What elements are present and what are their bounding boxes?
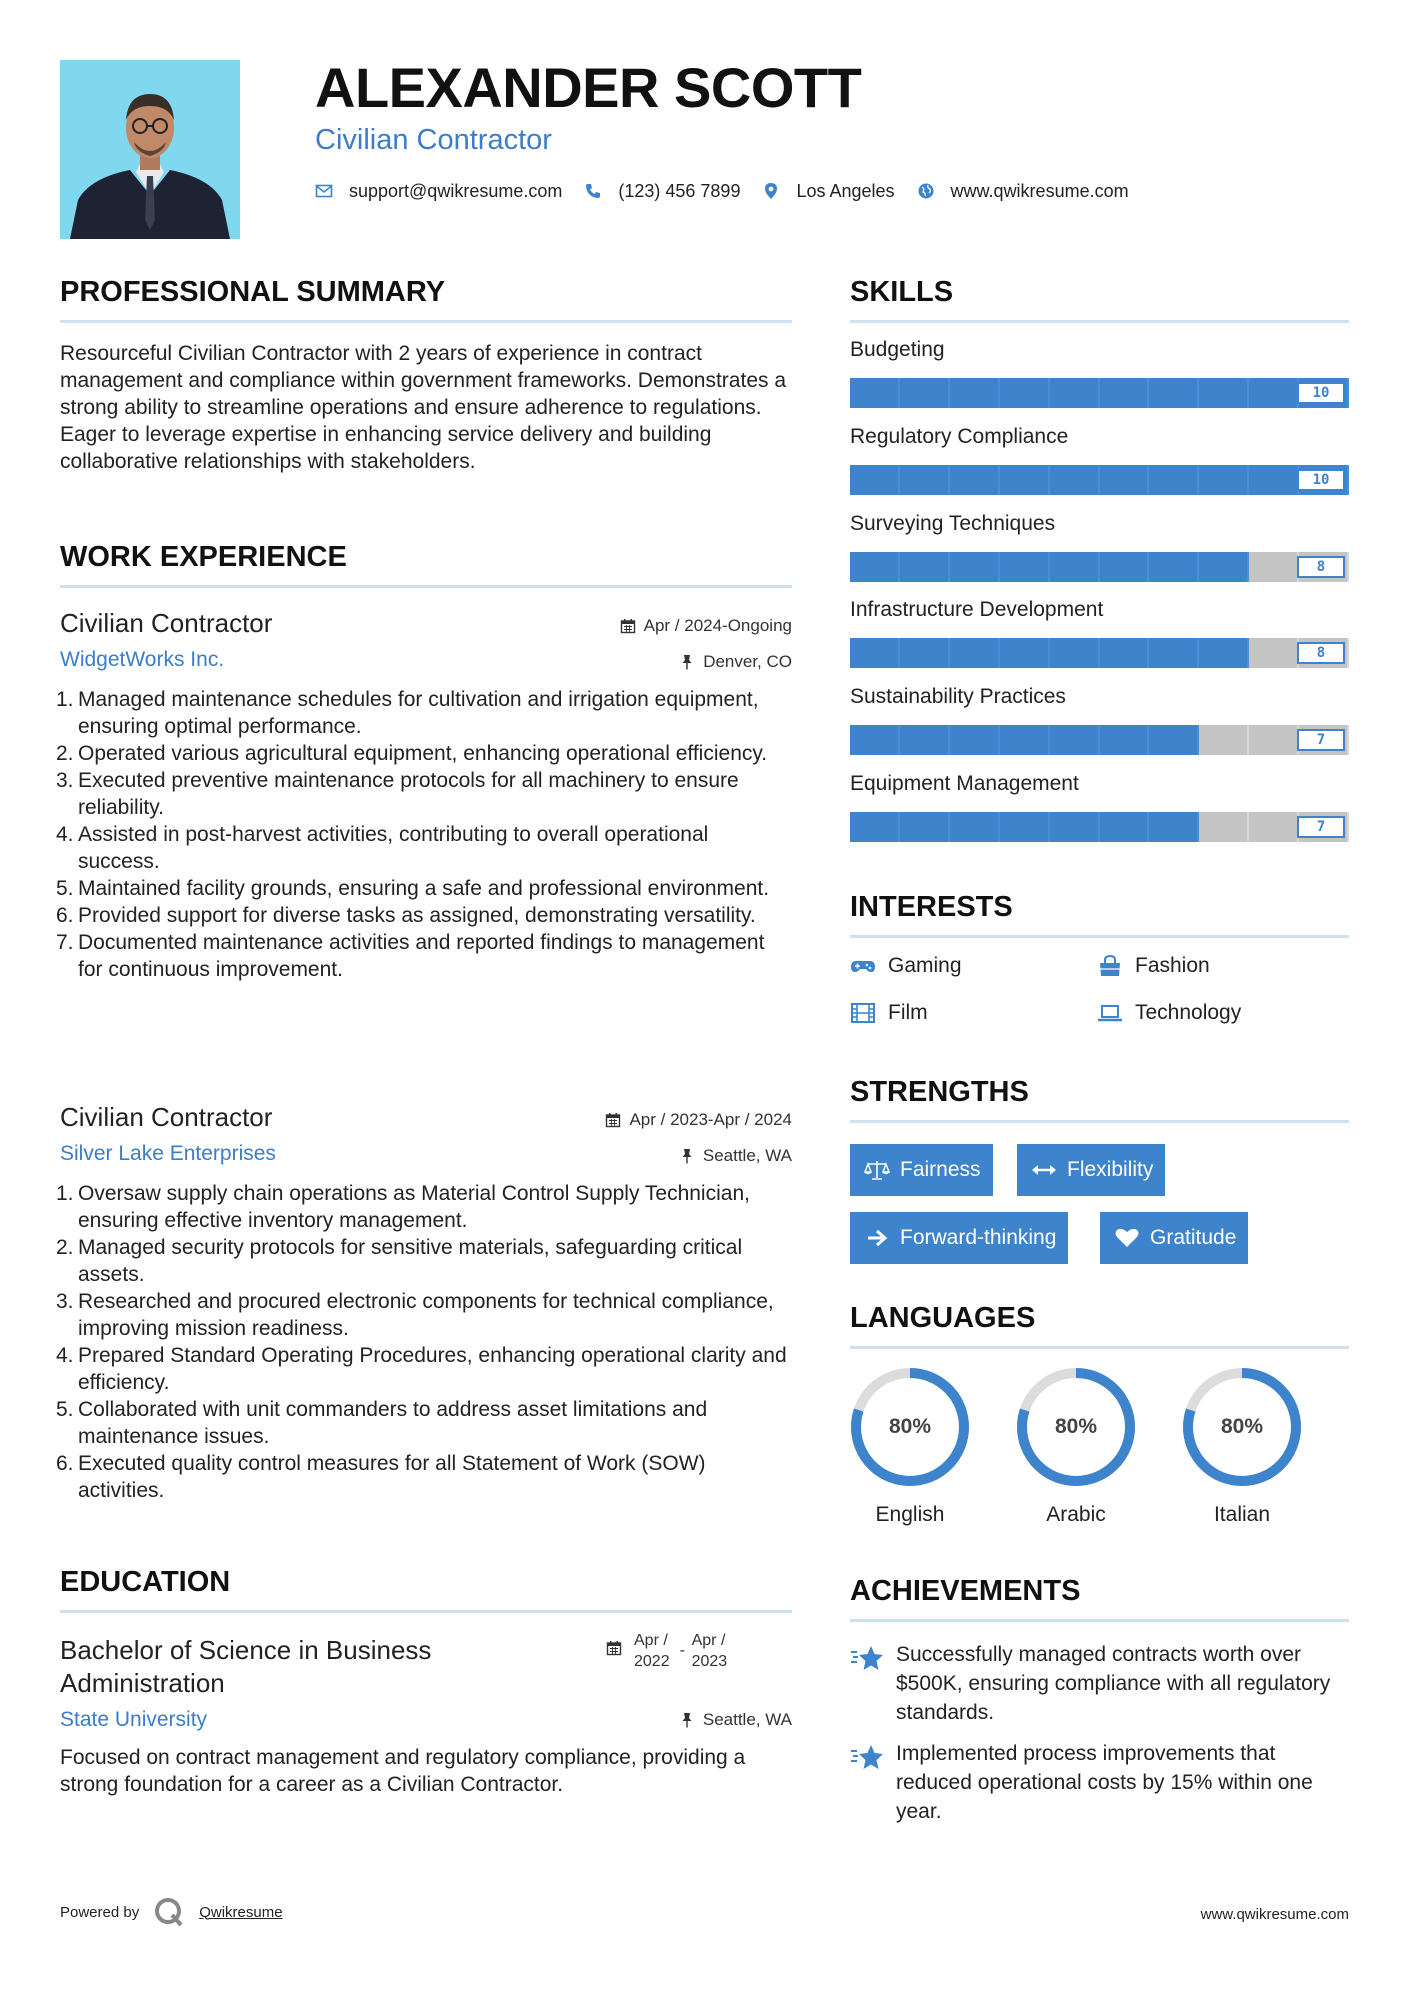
- star-icon: [850, 1644, 884, 1674]
- education-location: [679, 1710, 792, 1730]
- job-dates-text: Apr / 2023-Apr / 2024: [629, 1110, 792, 1129]
- pushpin-icon: [679, 1148, 695, 1164]
- skill-bar-segment: [1249, 812, 1299, 842]
- strength-label: Flexibility: [1067, 1158, 1154, 1181]
- skill-item: [850, 685, 1349, 755]
- laptop-icon: [1097, 1002, 1123, 1024]
- education-end-month: - Apr /: [691, 1632, 726, 1649]
- interest-label: Film: [888, 1001, 928, 1024]
- bullet-number: 7.: [56, 931, 74, 954]
- contact-row: [315, 176, 1151, 206]
- bullet-text: Documented maintenance activities and reported findings to management for continuous improvement.: [78, 931, 765, 981]
- skill-bar-segment: [1249, 378, 1299, 408]
- achievement-text: Successfully managed contracts worth over $500K, ensuring compliance with all regulatory standards.: [896, 1643, 1331, 1724]
- job-dates: [605, 1110, 792, 1130]
- bullet-number: 3.: [56, 769, 74, 792]
- education-end-year: 2023: [691, 1653, 728, 1670]
- skill-bar-segment: [1149, 378, 1199, 408]
- skill-bar-segment: [1249, 465, 1299, 495]
- skill-bar-segment: [1050, 552, 1100, 582]
- skill-bar: [850, 725, 1349, 755]
- skill-bar-segment: [1149, 725, 1199, 755]
- skill-bar-segment: [1249, 638, 1299, 668]
- skills-rule: [850, 320, 1349, 323]
- bullet-number: 4.: [56, 823, 74, 846]
- skill-bar-segment: [1100, 552, 1150, 582]
- skill-bar-segment: [1249, 552, 1299, 582]
- interest-label: Fashion: [1135, 954, 1210, 977]
- skill-bar-segment: [950, 465, 1000, 495]
- skill-bar: [850, 812, 1349, 842]
- skill-bar-segment: [1100, 378, 1150, 408]
- bullet-text: Oversaw supply chain operations as Material Control Supply Technician, ensuring effective inventory management.: [78, 1182, 750, 1232]
- strengths-heading: STRENGTHS: [850, 1076, 1029, 1108]
- strength-fairness: [850, 1144, 993, 1196]
- skill-bar-segment: [1050, 378, 1100, 408]
- skill-bar-segment: [1100, 638, 1150, 668]
- skill-bar-segment: [1050, 725, 1100, 755]
- skill-bar-segment: [1000, 552, 1050, 582]
- skill-bar-segment: [1000, 638, 1050, 668]
- skill-name: Regulatory Compliance: [850, 425, 1069, 448]
- language-percent: 80%: [888, 1415, 932, 1438]
- qwikresume-logo-icon: [153, 1896, 185, 1928]
- skill-item: [850, 772, 1349, 842]
- interest-label: Technology: [1135, 1001, 1242, 1024]
- skill-bar-segment: [1199, 812, 1249, 842]
- education-degree: Bachelor of Science in Business Administration: [60, 1635, 432, 1698]
- job-bullets: [56, 686, 792, 983]
- bullet-text: Managed security protocols for sensitive materials, safeguarding critical assets.: [78, 1236, 743, 1286]
- skill-item: [850, 512, 1349, 582]
- skill-bar-segment: [950, 638, 1000, 668]
- interest-gaming: [850, 954, 962, 978]
- job-bullet: [56, 875, 792, 902]
- languages-heading: LANGUAGES: [850, 1302, 1036, 1334]
- job-bullet: [56, 740, 792, 767]
- language-item: [848, 1365, 972, 1527]
- skill-bar-segment: [1199, 638, 1249, 668]
- skill-bar: [850, 638, 1349, 668]
- pushpin-icon: [679, 654, 695, 670]
- skill-bar-segment: [1149, 552, 1199, 582]
- bullet-text: Assisted in post-harvest activities, contributing to overall operational success.: [78, 823, 709, 873]
- achievement-item: [850, 1739, 1349, 1826]
- location-text: Los Angeles: [796, 180, 895, 201]
- education-rule: [60, 1610, 792, 1613]
- skill-bar-segment: [850, 465, 900, 495]
- strength-forward-thinking: [850, 1212, 1068, 1264]
- bullet-text: Researched and procured electronic components for technical compliance, improving mission readiness.: [78, 1290, 774, 1340]
- skill-item: [850, 598, 1349, 668]
- skill-bar-segment: [1050, 812, 1100, 842]
- education-end: [692, 1630, 728, 1672]
- skill-bar-segment: [950, 378, 1000, 408]
- job-bullet: [56, 767, 792, 821]
- language-percent: 80%: [1054, 1415, 1098, 1438]
- skill-bar-segment: [900, 465, 950, 495]
- skill-bar-segment: [850, 378, 900, 408]
- skill-level-badge: 10: [1297, 469, 1345, 491]
- job-location: [679, 1146, 792, 1166]
- interest-label: Gaming: [888, 954, 962, 977]
- experience-heading: WORK EXPERIENCE: [60, 541, 347, 573]
- phone-icon: [584, 182, 602, 200]
- website-text: www.qwikresume.com: [950, 180, 1129, 201]
- contact-location: [762, 181, 894, 202]
- shopping-bag-icon: [1097, 955, 1123, 977]
- skill-bar-segment: [950, 725, 1000, 755]
- education-description: Focused on contract management and regulatory compliance, providing a strong foundation for a career as a Civilian Contractor.: [60, 1746, 746, 1796]
- bullet-number: 1.: [56, 1182, 74, 1205]
- education-start-year: 2022: [634, 1653, 670, 1670]
- skill-bar-segment: [1000, 812, 1050, 842]
- balance-scale-icon: [864, 1159, 890, 1181]
- footer-powered-by: [60, 1896, 283, 1928]
- strength-label: Gratitude: [1150, 1226, 1237, 1249]
- skill-bar-segment: [900, 378, 950, 408]
- strength-label: Forward-thinking: [900, 1226, 1057, 1249]
- interest-technology: [1097, 1001, 1241, 1025]
- job-location-text: Seattle, WA: [702, 1146, 792, 1165]
- star-icon: [850, 1743, 884, 1773]
- language-percent: 80%: [1220, 1415, 1264, 1438]
- film-icon: [850, 1002, 876, 1024]
- bullet-text: Maintained facility grounds, ensuring a safe and professional environment.: [78, 877, 770, 900]
- skill-item: [850, 425, 1349, 495]
- bullet-text: Provided support for diverse tasks as assigned, demonstrating versatility.: [78, 904, 756, 927]
- skill-level-badge: 8: [1297, 556, 1345, 578]
- skill-name: Surveying Techniques: [850, 512, 1056, 535]
- skills-heading: SKILLS: [850, 276, 954, 308]
- skill-bar-segment: [1050, 465, 1100, 495]
- skill-bar: [850, 465, 1349, 495]
- language-name: Arabic: [1046, 1503, 1106, 1526]
- bullet-text: Executed preventive maintenance protocols for all machinery to ensure reliability.: [78, 769, 739, 819]
- bullet-text: Managed maintenance schedules for cultivation and irrigation equipment, ensuring optimal performance.: [78, 688, 759, 738]
- skill-bar-segment: [900, 552, 950, 582]
- summary-rule: [60, 320, 792, 323]
- skill-name: Infrastructure Development: [850, 598, 1104, 621]
- skill-bar-segment: [1199, 725, 1249, 755]
- gamepad-icon: [850, 955, 876, 977]
- interest-fashion: [1097, 954, 1210, 978]
- skill-bar-segment: [900, 725, 950, 755]
- pushpin-icon: [679, 1712, 695, 1728]
- skill-bar-segment: [1100, 812, 1150, 842]
- job-bullet: [56, 1450, 792, 1504]
- education-heading: EDUCATION: [60, 1566, 231, 1598]
- interests-rule: [850, 935, 1349, 938]
- achievements-rule: [850, 1619, 1349, 1622]
- arrow-right-icon: [864, 1227, 890, 1249]
- language-item: [1180, 1365, 1304, 1527]
- job-bullet: [56, 1342, 792, 1396]
- skill-bar-segment: [850, 552, 900, 582]
- bullet-number: 6.: [56, 1452, 74, 1475]
- skill-bar-segment: [1199, 465, 1249, 495]
- profile-photo: [60, 60, 240, 239]
- job-bullet: [56, 821, 792, 875]
- skill-name: Sustainability Practices: [850, 685, 1066, 708]
- job-bullet: [56, 686, 792, 740]
- phone-text: (123) 456 7899: [618, 180, 741, 201]
- job-bullet: [56, 902, 792, 929]
- candidate-name: ALEXANDER SCOTT: [315, 56, 862, 119]
- job-company: Silver Lake Enterprises: [60, 1142, 276, 1165]
- skill-bar: [850, 552, 1349, 582]
- skill-bar-segment: [1000, 465, 1050, 495]
- skill-level-badge: 7: [1297, 729, 1345, 751]
- skill-bar-segment: [950, 812, 1000, 842]
- bullet-number: 6.: [56, 904, 74, 927]
- skill-bar-segment: [850, 638, 900, 668]
- summary-heading: PROFESSIONAL SUMMARY: [60, 276, 446, 308]
- job-dates: [620, 616, 792, 636]
- job-entry-2: [56, 1102, 792, 1504]
- skill-bar-segment: [1199, 378, 1249, 408]
- skill-bar-segment: [850, 812, 900, 842]
- skill-item: [850, 338, 1349, 408]
- candidate-title: Civilian Contractor: [315, 124, 552, 156]
- skill-bar-segment: [1000, 725, 1050, 755]
- interests-heading: INTERESTS: [850, 891, 1013, 923]
- skill-name: Budgeting: [850, 338, 945, 361]
- experience-rule: [60, 585, 792, 588]
- job-bullet: [56, 929, 792, 983]
- map-marker-icon: [762, 182, 780, 200]
- job-dates-text: Apr / 2024-Ongoing: [643, 616, 792, 635]
- bullet-text: Executed quality control measures for all Statement of Work (SOW) activities.: [78, 1452, 706, 1502]
- footer-website[interactable]: www.qwikresume.com: [1200, 1906, 1349, 1923]
- education-school: State University: [60, 1708, 208, 1731]
- education-start-month: Apr /: [634, 1632, 668, 1649]
- bullet-number: 2.: [56, 742, 74, 765]
- skill-bar-segment: [900, 812, 950, 842]
- strength-gratitude: [1100, 1212, 1248, 1264]
- bullet-text: Prepared Standard Operating Procedures, enhancing operational clarity and efficiency.: [78, 1344, 787, 1394]
- contact-website[interactable]: [917, 181, 1129, 202]
- skill-bar-segment: [900, 638, 950, 668]
- achievement-text: Implemented process improvements that reduced operational costs by 15% within one year.: [896, 1742, 1313, 1823]
- skill-bar-segment: [1149, 465, 1199, 495]
- bullet-number: 3.: [56, 1290, 74, 1313]
- bullet-number: 2.: [56, 1236, 74, 1259]
- summary-text: Resourceful Civilian Contractor with 2 years of experience in contract management and compliance within government frameworks. Demonstrates a strong ability to streamline operations and ensure adherence to regulations. Eager to leverage expertise in enhancing service delivery and building collaborative relationships with stakeholders.: [60, 342, 787, 473]
- bullet-number: 5.: [56, 877, 74, 900]
- job-location-text: Denver, CO: [703, 652, 792, 671]
- globe-icon: [917, 182, 935, 200]
- calendar-icon: [605, 1112, 621, 1128]
- job-bullet: [56, 1180, 792, 1234]
- education-start: [634, 1630, 670, 1672]
- language-name: Italian: [1213, 1503, 1271, 1526]
- arrows-horizontal-icon: [1031, 1159, 1057, 1181]
- skill-bar-segment: [1050, 638, 1100, 668]
- contact-phone[interactable]: [584, 181, 740, 202]
- envelope-icon: [315, 182, 333, 200]
- achievements-heading: ACHIEVEMENTS: [850, 1575, 1081, 1607]
- job-location: [679, 652, 792, 672]
- qwikresume-link[interactable]: Qwikresume: [199, 1903, 283, 1921]
- job-role: Civilian Contractor: [60, 1102, 273, 1132]
- achievement-item: [850, 1640, 1349, 1727]
- skill-bar-segment: [1249, 725, 1299, 755]
- bullet-text: Operated various agricultural equipment, enhancing operational efficiency.: [78, 742, 768, 765]
- skill-bar-segment: [850, 725, 900, 755]
- strengths-rule: [850, 1120, 1349, 1123]
- bullet-number: 5.: [56, 1398, 74, 1421]
- bullet-number: 1.: [56, 688, 74, 711]
- skill-level-badge: 8: [1297, 642, 1345, 664]
- calendar-icon: [620, 618, 636, 634]
- skill-level-badge: 7: [1297, 816, 1345, 838]
- skill-bar-segment: [1199, 552, 1249, 582]
- email-text: support@qwikresume.com: [349, 180, 563, 201]
- skill-bar-segment: [950, 552, 1000, 582]
- calendar-icon: [606, 1640, 622, 1656]
- education-dates: [606, 1630, 727, 1672]
- job-role: Civilian Contractor: [60, 608, 273, 638]
- interest-film: [850, 1001, 928, 1025]
- powered-by-text: Powered by: [60, 1903, 140, 1921]
- skill-bar-segment: [1149, 812, 1199, 842]
- job-bullet: [56, 1396, 792, 1450]
- skill-level-badge: 10: [1297, 382, 1345, 404]
- skill-bar-segment: [1149, 638, 1199, 668]
- job-entry-1: [56, 608, 792, 983]
- education-location-text: Seattle, WA: [702, 1710, 792, 1729]
- contact-email[interactable]: [315, 181, 562, 202]
- job-bullets: [56, 1180, 792, 1504]
- languages-rule: [850, 1346, 1349, 1349]
- strength-label: Fairness: [900, 1158, 981, 1181]
- heart-icon: [1114, 1227, 1140, 1249]
- skill-name: Equipment Management: [850, 772, 1079, 795]
- language-name: English: [875, 1503, 945, 1526]
- bullet-text: Collaborated with unit commanders to address asset limitations and maintenance issues.: [78, 1398, 708, 1448]
- bullet-number: 4.: [56, 1344, 74, 1367]
- skill-bar-segment: [1000, 378, 1050, 408]
- skill-bar-segment: [1100, 465, 1150, 495]
- strength-flexibility: [1017, 1144, 1165, 1196]
- job-company: WidgetWorks Inc.: [60, 648, 225, 671]
- skill-bar-segment: [1100, 725, 1150, 755]
- job-bullet: [56, 1288, 792, 1342]
- skill-bar: [850, 378, 1349, 408]
- language-item: [1014, 1365, 1138, 1527]
- job-bullet: [56, 1234, 792, 1288]
